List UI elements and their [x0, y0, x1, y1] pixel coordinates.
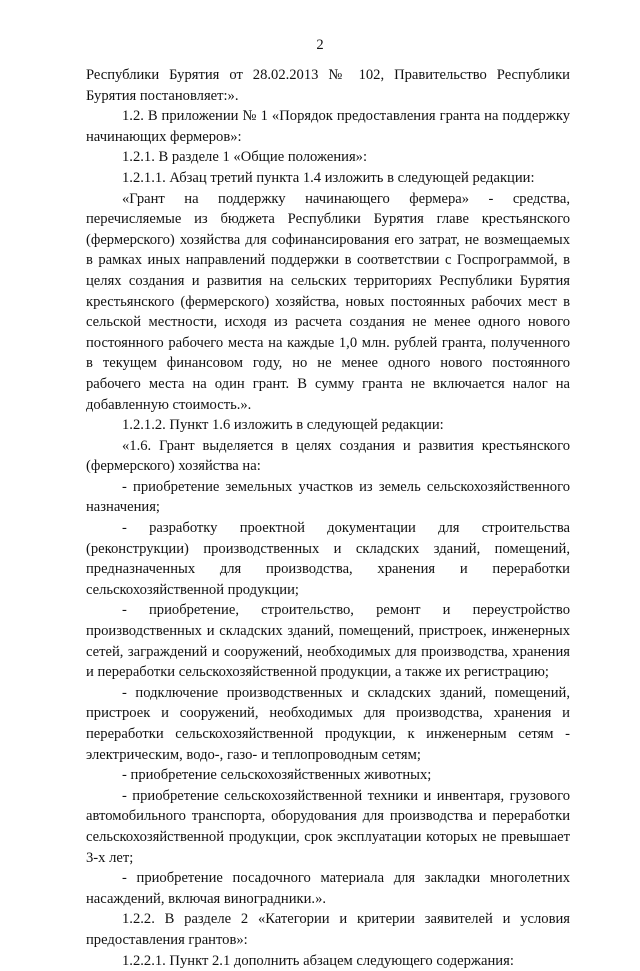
paragraph: - приобретение посадочного материала для закладки многолетних насаждений, включая виноградники.».: [86, 870, 570, 907]
paragraph: 1.2.2.1. Пункт 2.1 дополнить абзацем следующего содержания:: [122, 952, 514, 969]
paragraph: «1.6. Грант выделяется в целях создания и развития крестьянского (фермерского) хозяйства на:: [86, 437, 570, 475]
paragraph: Республики Бурятия от 28.02.2013 № 102, Правительство Республики Бурятия постановляет:».: [86, 67, 570, 104]
paragraph: 1.2.1.2. Пункт 1.6 изложить в следующей редакции:: [122, 417, 444, 434]
paragraph: - приобретение земельных участков из земель сельскохозяйственного назначения;: [86, 478, 570, 516]
paragraph: 1.2. В приложении № 1 «Порядок предоставления гранта на поддержку начинающих фермеров»:: [86, 108, 570, 145]
page-number: 2: [316, 37, 324, 53]
paragraph: - подключение производственных и складских зданий, помещений, пристроек и сооружений, необходимых для производства, хранения и переработки сельскохозяйственной продукции, к инженерным сетям - электрическим, водо-, газо- и теплопроводным сетям;: [86, 684, 570, 763]
document-body: [86, 65, 570, 971]
paragraph: - приобретение сельскохозяйственной техники и инвентаря, грузового автомобильного транспорта, оборудования для производства и переработки сельскохозяйственной продукции, срок эксплуатации которых не превышает 3-х лет;: [86, 787, 570, 866]
paragraph: 1.2.2. В разделе 2 «Категории и критерии заявителей и условия предоставления грантов»:: [86, 911, 570, 948]
paragraph: - разработку проектной документации для строительства (реконструкции) производственных и складских зданий, помещений, предназначенных для производства, хранения и переработки сельскохозяйственной продукции;: [86, 520, 570, 598]
paragraph: 1.2.1.1. Абзац третий пункта 1.4 изложить в следующей редакции:: [122, 169, 535, 186]
paragraph: «Грант на поддержку начинающего фермера» - средства, перечисляемые из бюджета Республики Бурятия главе крестьянского (фермерского) хозяйства для софинансирования его затрат, не возмещаемых в рамках иных направлений поддержки в соответствии с Госпрограммой, в целях создания и развития на сельских территориях Республики Бурятия крестьянского (фермерского) хозяйства, новых постоянных рабочих мест в сельской местности, исходя из расчета создания не менее одного нового постоянного рабочего места на каждые 1,0 млн. рублей гранта, полученного в текущем финансовом году, но не менее одного нового постоянного рабочего места на один грант. В сумму гранта не включается налог на добавленную стоимость.».: [86, 190, 570, 413]
paragraph: - приобретение, строительство, ремонт и переустройство производственных и складских зданий, помещений, пристроек, инженерных сетей, заграждений и сооружений, необходимых для производства, хранения и переработки сельскохозяйственной продукции, а также их регистрацию;: [86, 602, 570, 681]
paragraph: 1.2.1. В разделе 1 «Общие положения»:: [122, 149, 368, 166]
paragraph: - приобретение сельскохозяйственных животных;: [122, 767, 432, 784]
